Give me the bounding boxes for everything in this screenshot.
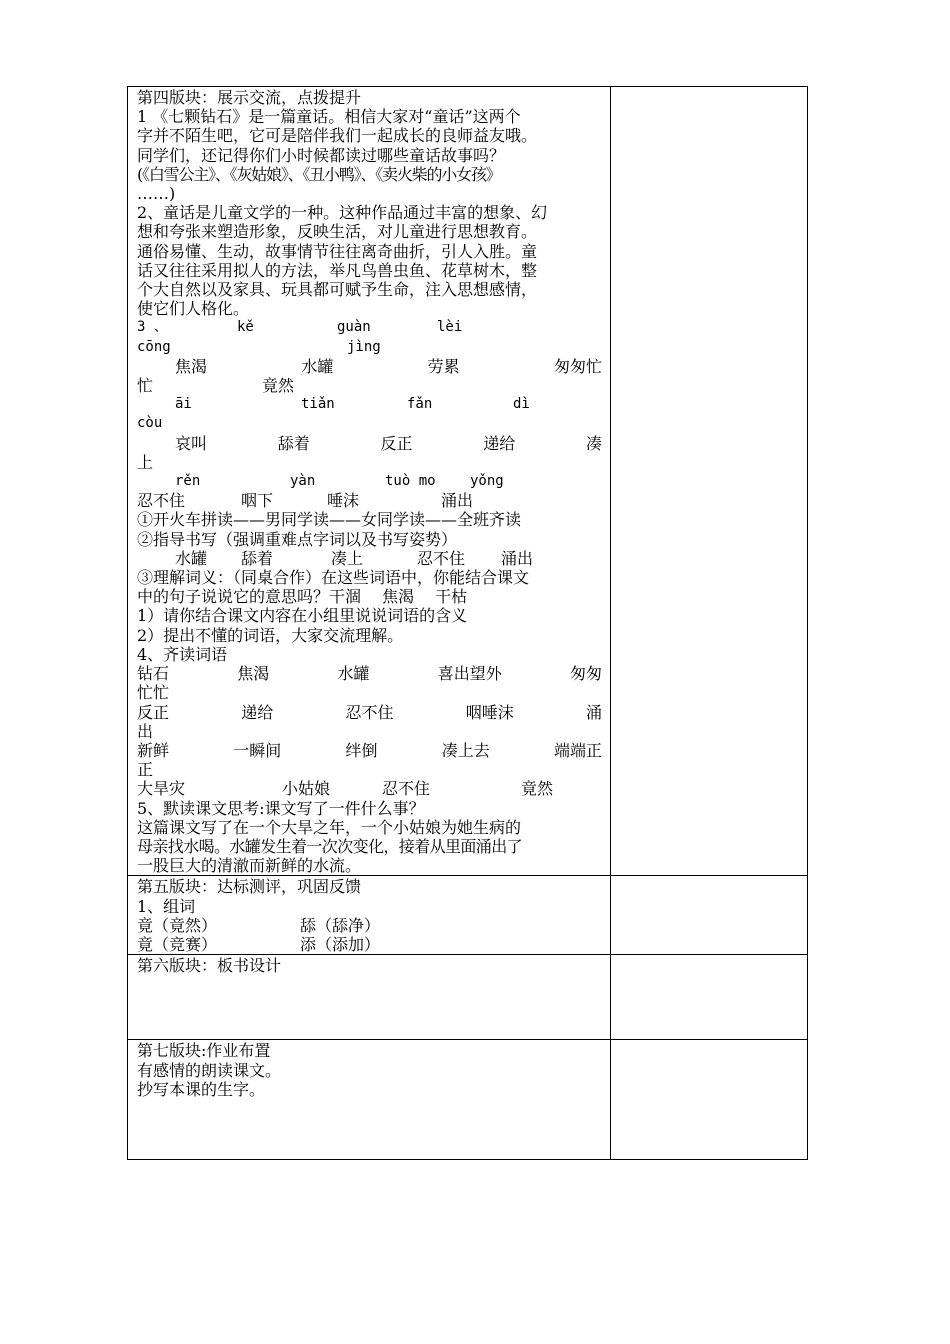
section5-content — [128, 876, 610, 954]
section5-heading: 第五版块：达标测评，巩固反馈 — [137, 877, 362, 897]
section4-p5-line-3: 一股巨大的清澈而新鲜的水流。 — [137, 856, 362, 876]
step-3-sub-1: 1）请你结合课文内容在小组里说说词语的含义 — [137, 606, 468, 626]
section5-row — [128, 876, 808, 955]
read-row-2b: 出 — [137, 721, 154, 741]
read-row-1: 钻石 焦渴 水罐 喜出望外 匆匆 — [137, 664, 602, 684]
section4-p5-line-1: 这篇课文写了在一个大旱之年，一个小姑娘为她生病的 — [137, 817, 522, 837]
section7-cell — [128, 1040, 611, 1160]
pinyin-row-1: 3 、 kě guàn lèi — [137, 319, 463, 336]
section4-notes-cell — [611, 87, 808, 876]
section6-heading: 第六版块：板书设计 — [137, 956, 282, 976]
words-row-1: 焦渴 水罐 劳累 匆匆忙 — [175, 356, 602, 376]
read-row-1b: 忙忙 — [137, 683, 170, 703]
read-row-3: 新鲜 一瞬间 绊倒 凑上去 端端正 — [137, 740, 602, 760]
words-row-3: 忍不住 咽下 唾沫 涌出 — [137, 491, 474, 511]
section7-line-2: 抄写本课的生字。 — [137, 1079, 266, 1099]
section4-p2: 2、童话是儿童文学的一种。这种作品通过丰富的想象、幻 想和夸张来塑造形象，反映生活，对儿童进行思想教育。 通俗易懂、生动，故事情节往往离奇曲折，引人入胜。童 话又往往采用拟人的方法，举凡鸟兽虫鱼、花草树木，整 个大自然以及家具、玩具都可赋予生命，注入思想感情， 使它们人格化。 — [137, 203, 548, 319]
words-row-2: 哀叫 舔着 反正 递给 凑 — [175, 433, 602, 453]
section7-notes-cell — [611, 1040, 808, 1160]
read-row-2: 反正 递给 忍不住 咽唾沫 涌 — [137, 702, 602, 722]
section4-heading: 第四版块：展示交流，点拨提升 — [137, 88, 362, 107]
section5-row-1: 竟（竟然） 舔（舔净） — [137, 915, 381, 935]
section7-line-1: 有感情的朗读课文。 — [137, 1060, 282, 1080]
words-row-1b: 忙 竟然 — [137, 376, 295, 396]
section4-cell — [128, 87, 611, 876]
section4-row — [128, 87, 808, 876]
step-1: ①开火车拼读——男同学读——女同学读——全班齐读 — [137, 510, 522, 530]
read-row-4: 大旱灾 小姑娘 忍不住 竟然 — [137, 779, 554, 799]
pinyin-row-1b: cōng jìng — [137, 338, 381, 355]
section4-p4-label: 4、齐读词语 — [137, 644, 228, 664]
section7-heading: 第七版块:作业布置 — [137, 1041, 271, 1061]
pinyin-row-2b: còu — [137, 415, 163, 432]
pinyin-row-2: āi tiǎn fǎn dì — [175, 396, 530, 413]
step-3-line-1: ③理解词义：（同桌合作）在这些词语中，你能结合课文 — [137, 568, 530, 588]
section7-content — [128, 1040, 610, 1099]
step-2-words: 水罐 舔着 凑上 忍不住 涌出 — [175, 548, 534, 568]
words-row-2b: 上 — [137, 452, 154, 472]
section7-row — [128, 1040, 808, 1160]
section5-row-2: 竟（竞赛） 添（添加） — [137, 934, 381, 954]
section6-content — [128, 955, 610, 975]
section4-p5-line-2: 母亲找水喝。水罐发生着一次次变化，接着从里面涌出了 — [137, 836, 523, 856]
read-row-3b: 正 — [137, 760, 154, 780]
step-3-sub-2: 2）提出不懂的词语，大家交流理解。 — [137, 625, 404, 645]
step-2: ②指导书写（强调重难点字词以及书写姿势） — [137, 529, 458, 549]
section5-notes-cell — [611, 876, 808, 955]
section6-row — [128, 955, 808, 1040]
section6-notes-cell — [611, 955, 808, 1040]
step-3-line-2: 中的句子说说它的意思吗？干涸 焦渴 干枯 — [137, 587, 468, 607]
section4-p1: 1 《七颗钻石》是一篇童话。相信大家对“童话”这两个 字并不陌生吧，它可是陪伴我们一起成长的良师益友哦。 同学们，还记得你们小时候都读过哪些童话故事吗？ (《白雪公主》、《灰姑娘》、《丑小鸭》、《卖火柴的小女孩》 ……) — [137, 107, 538, 204]
section5-cell — [128, 876, 611, 955]
section4-content — [128, 87, 610, 875]
section5-sub: 1、组词 — [137, 896, 196, 916]
lesson-plan-table — [127, 86, 808, 1160]
section4-p5-label: 5、默读课文思考:课文写了一件什么事？ — [137, 798, 425, 818]
section6-cell — [128, 955, 611, 1040]
pinyin-row-3: rěn yàn tuò mo yǒng — [175, 473, 504, 490]
